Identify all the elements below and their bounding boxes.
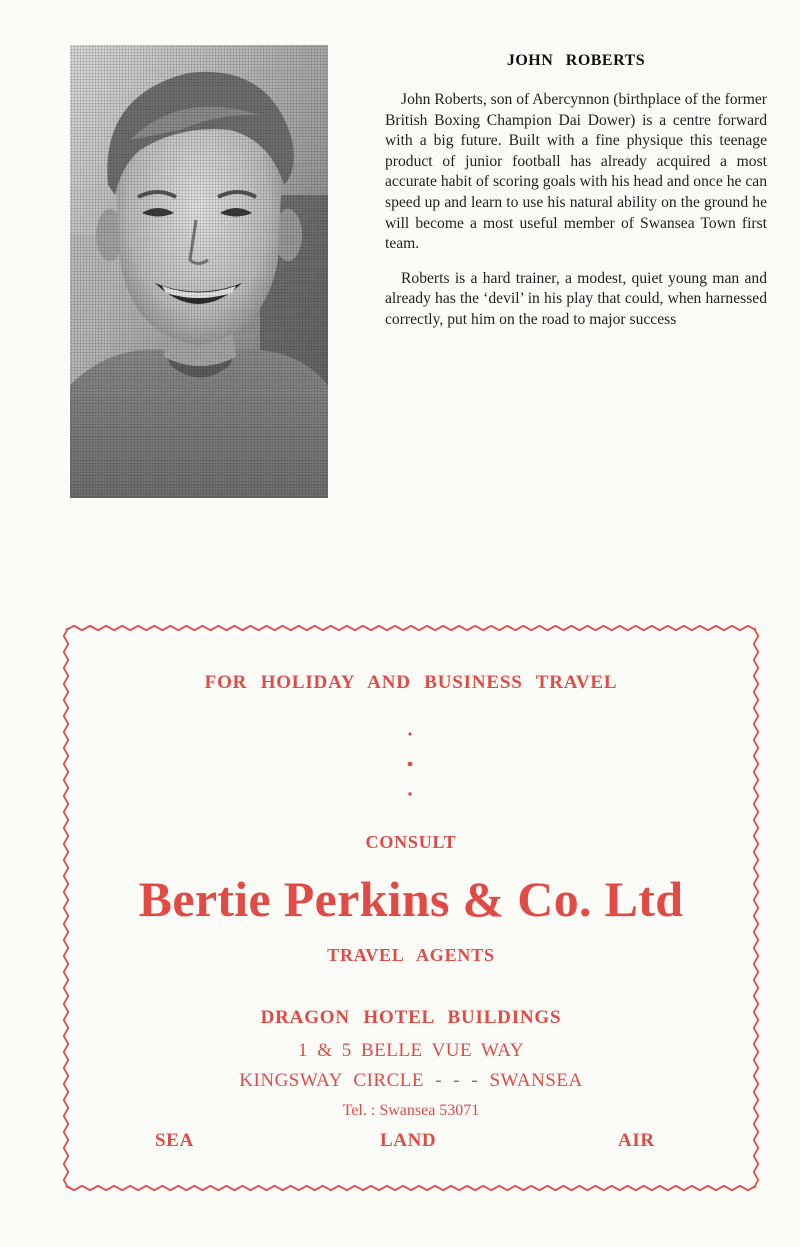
travel-advertisement bbox=[60, 622, 762, 1194]
article-paragraph: John Roberts, son of Abercynnon (birthplace of the former British Boxing Champion Dai Dower) is a centre forward with a big future. Built with a fine physique this teenage product of junior football has already acquired a most accurate habit of scoring goals with his head and once he can speed up and learn to use his natural ability on the ground he will become a most useful member of Swansea Town first team. bbox=[385, 91, 767, 253]
ad-mode-land: LAND bbox=[380, 1130, 437, 1151]
decorative-dots bbox=[400, 722, 420, 802]
ad-headline: FOR HOLIDAY AND BUSINESS TRAVEL bbox=[204, 672, 618, 693]
ad-telephone: Tel. : Swansea 53071 bbox=[342, 1102, 480, 1119]
player-photo bbox=[70, 45, 328, 498]
player-article bbox=[385, 52, 767, 345]
ad-building: DRAGON HOTEL BUILDINGS bbox=[260, 1007, 562, 1028]
ad-mode-sea: SEA bbox=[155, 1130, 194, 1151]
player-portrait-illustration bbox=[70, 45, 328, 498]
ad-address: 1 & 5 BELLE VUE WAY bbox=[297, 1040, 524, 1061]
article-heading: JOHN ROBERTS bbox=[506, 52, 646, 69]
article-paragraph: Roberts is a hard trainer, a modest, quiet young man and already has the ‘devil’ in his play that could, when harnessed correctly, put him on the road to major success bbox=[385, 269, 767, 328]
ad-company-name: Bertie Perkins & Co. Ltd bbox=[138, 871, 684, 927]
ad-subtitle: TRAVEL AGENTS bbox=[327, 945, 495, 965]
ad-circle: KINGSWAY CIRCLE - - - SWANSEA bbox=[239, 1070, 583, 1091]
ad-consult: CONSULT bbox=[365, 832, 457, 852]
ad-mode-air: AIR bbox=[618, 1130, 655, 1151]
